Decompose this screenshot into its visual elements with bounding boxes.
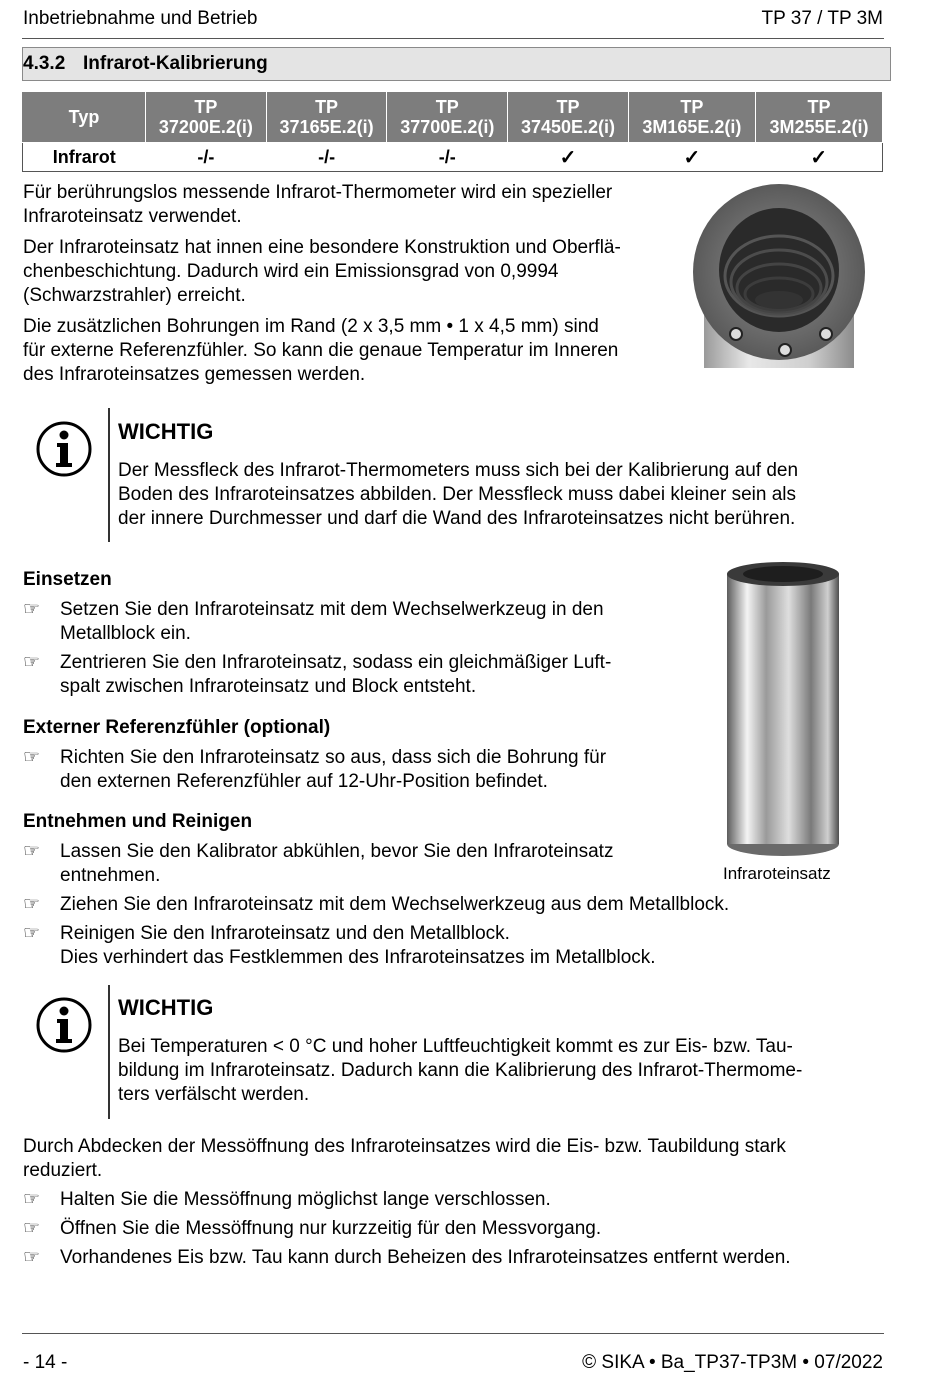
header-chapter: Inbetriebnahme und Betrieb	[23, 8, 258, 29]
model-table	[22, 91, 883, 172]
intro-paragraph: Der Infraroteinsatz hat innen eine besondere Konstruktion und Oberflä- chenbeschichtung. Dadurch wird ein Emissionsgrad von 0,9994 (Schwarzstrahler) erreicht.	[23, 237, 621, 306]
info-circle-icon	[35, 996, 93, 1054]
hand-pointer-arrow-icon: ☞	[23, 1189, 41, 1210]
info-circle-icon	[35, 420, 93, 478]
table-cell: ✓	[508, 143, 629, 172]
intro-paragraph: Die zusätzlichen Bohrungen im Rand (2 x 3,5 mm • 1 x 4,5 mm) sind für externe Referenzfühler. So kann die genaue Temperatur im Inneren des Infraroteinsatzes gemessen werden.	[23, 316, 619, 385]
table-col-header: TP 37700E.2(i)	[387, 92, 508, 143]
important-title: WICHTIG	[118, 995, 214, 1020]
table-cell: -/-	[146, 143, 267, 172]
table-col-header: TP 37165E.2(i)	[266, 92, 387, 143]
important-text: Der Messfleck des Infrarot-Thermometers muss sich bei der Kalibrierung auf den Boden des Infraroteinsatzes abbilden. Der Messfleck muss dabei kleiner sein als der innere Durchmesser und darf die Wand des Infraroteinsatzes nicht berühren.	[118, 460, 799, 529]
section-title: Infrarot-Kalibrierung	[83, 53, 268, 74]
page-number: - 14 -	[23, 1352, 68, 1373]
table-corner: Typ	[23, 92, 146, 143]
subheading-referenz: Externer Referenzfühler (optional)	[23, 717, 331, 738]
important-divider	[108, 985, 110, 1119]
important-text: Bei Temperaturen < 0 °C und hoher Luftfeuchtigkeit kommt es zur Eis- bzw. Tau- bildung im Infraroteinsatz. Dadurch kann die Kalibrierung des Infrarot-Thermome- ters verfälscht werden.	[118, 1036, 803, 1105]
hand-pointer-arrow-icon: ☞	[23, 923, 41, 944]
hand-pointer-arrow-icon: ☞	[23, 841, 41, 862]
header-product: TP 37 / TP 3M	[761, 8, 883, 29]
insert-top-photo	[690, 182, 868, 368]
hand-pointer-arrow-icon: ☞	[23, 652, 41, 673]
footer-doc-info: © SIKA • Ba_TP37-TP3M • 07/2022	[582, 1352, 883, 1373]
closing-paragraph: Durch Abdecken der Messöffnung des Infraroteinsatzes wird die Eis- bzw. Taubildung stark reduziert.	[23, 1136, 786, 1181]
table-row-label: Infrarot	[23, 143, 146, 172]
hand-pointer-arrow-icon: ☞	[23, 747, 41, 768]
important-divider	[108, 408, 110, 542]
section-heading	[22, 47, 891, 81]
section-number: 4.3.2	[23, 53, 66, 74]
image-caption: Infraroteinsatz	[723, 864, 831, 883]
hand-pointer-arrow-icon: ☞	[23, 1218, 41, 1239]
table-row	[23, 143, 883, 172]
table-cell: -/-	[266, 143, 387, 172]
table-col-header: TP 3M255E.2(i)	[755, 92, 882, 143]
header-divider	[22, 38, 884, 39]
hand-pointer-arrow-icon: ☞	[23, 599, 41, 620]
important-title: WICHTIG	[118, 419, 214, 444]
table-col-header: TP 37450E.2(i)	[508, 92, 629, 143]
footer-divider	[22, 1333, 884, 1334]
insert-side-photo	[723, 562, 843, 862]
table-cell: -/-	[387, 143, 508, 172]
hand-pointer-arrow-icon: ☞	[23, 1247, 41, 1268]
table-col-header: TP 3M165E.2(i)	[628, 92, 755, 143]
table-col-header: TP 37200E.2(i)	[146, 92, 267, 143]
intro-paragraph: Für berührungslos messende Infrarot-Thermometer wird ein spezieller Infraroteinsatz verwendet.	[23, 182, 613, 227]
table-cell: ✓	[628, 143, 755, 172]
hand-pointer-arrow-icon: ☞	[23, 894, 41, 915]
subheading-entnehmen: Entnehmen und Reinigen	[23, 811, 253, 832]
table-cell: ✓	[755, 143, 882, 172]
subheading-einsetzen: Einsetzen	[23, 569, 112, 590]
